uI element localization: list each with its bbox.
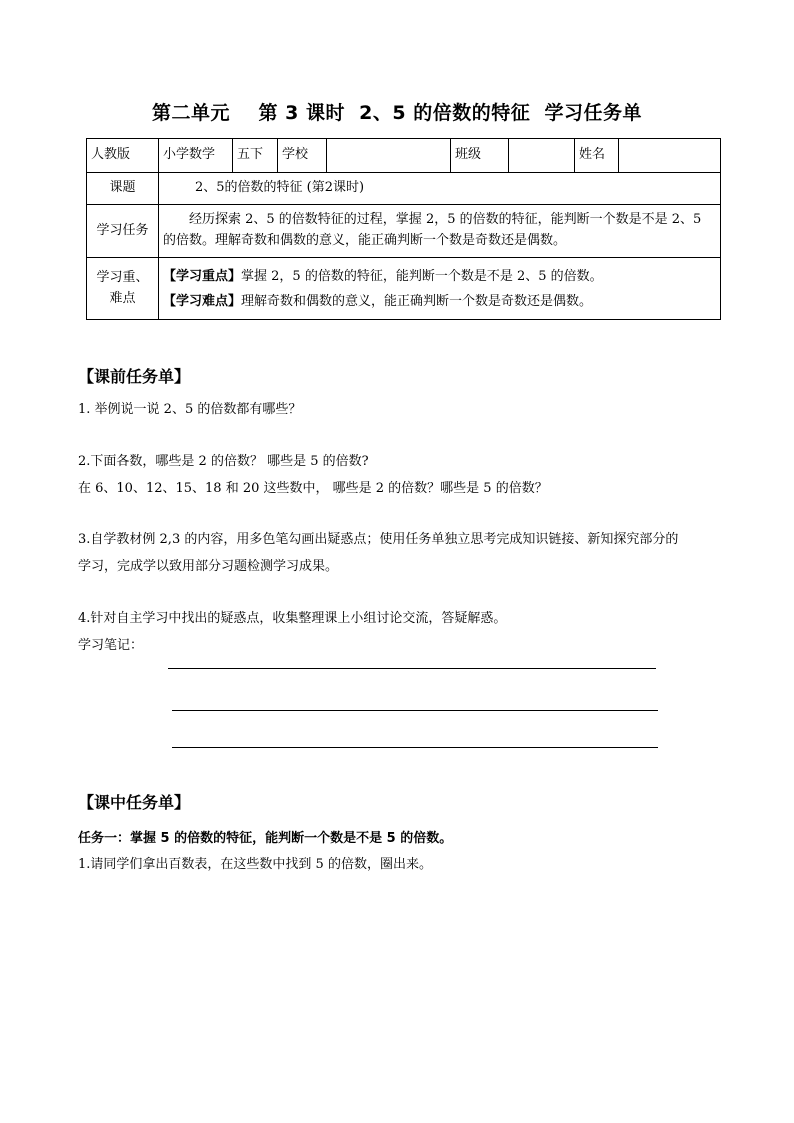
class-label: 班级 (451, 139, 509, 173)
class-field[interactable] (509, 139, 575, 173)
difficulty-tag: 【学习难点】 (163, 293, 242, 309)
school-field[interactable] (327, 139, 451, 173)
key-points-label (87, 258, 159, 320)
notes-line-2[interactable] (172, 710, 658, 711)
task-1-title: 任务一：掌握 5 的倍数的特征，能判断一个数是不是 5 的倍数。 (78, 831, 453, 846)
focus-tag: 【学习重点】 (163, 268, 242, 284)
topic-value: 2、5的倍数的特征 (第2课时) (159, 173, 721, 205)
key-points-label-line2: 难点 (109, 290, 136, 306)
page-title: 第二单元 第 3 课时 2、5 的倍数的特征 学习任务单 (152, 102, 642, 124)
task-1-item-1: 1.请同学们拿出百数表，在这些数中找到 5 的倍数，圈出来。 (78, 857, 432, 872)
notes-label: 学习笔记： (78, 638, 144, 653)
edition-cell: 人教版 (87, 139, 159, 173)
name-label: 姓名 (575, 139, 619, 173)
difficulty-line (163, 289, 716, 314)
pre-class-item-2-line-1: 2.下面各数，哪些是 2 的倍数？ 哪些是 5 的倍数? (78, 454, 369, 469)
lesson-info-table (86, 138, 721, 320)
focus-text: 掌握 2，5 的倍数的特征，能判断一个数是不是 2、5 的倍数。 (241, 268, 603, 284)
difficulty-text: 理解奇数和偶数的意义，能正确判断一个数是奇数还是偶数。 (241, 293, 593, 309)
task-label: 学习任务 (87, 205, 159, 258)
pre-class-item-1: 1. 举例说一说 2、5 的倍数都有哪些？ (78, 402, 302, 417)
grade-cell: 五下 (233, 139, 278, 173)
subject-cell: 小学数学 (159, 139, 233, 173)
key-points-label-line1: 学习重、 (96, 269, 149, 285)
name-field[interactable] (619, 139, 721, 173)
pre-class-item-3-line-2: 学习，完成学以致用部分习题检测学习成果。 (78, 559, 339, 574)
pre-class-item-3-line-1: 3.自学教材例 2,3 的内容，用多色笔勾画出疑惑点；使用任务单独立思考完成知识链接、新知探究部分的 (78, 532, 679, 547)
school-label: 学校 (278, 139, 327, 173)
topic-label: 课题 (87, 173, 159, 205)
table-row (87, 173, 721, 205)
pre-class-item-4: 4.针对自主学习中找出的疑惑点，收集整理课上小组讨论交流，答疑解惑。 (78, 611, 507, 626)
table-row (87, 205, 721, 258)
task-value: 经历探索 2、5 的倍数特征的过程，掌握 2，5 的倍数的特征，能判断一个数是不是 2、5 的倍数。理解奇数和偶数的意义，能正确判断一个数是奇数还是偶数。 (159, 205, 721, 258)
pre-class-item-2-line-2: 在 6、10、12、15、18 和 20 这些数中， 哪些是 2 的倍数？哪些是 5 的倍数？ (78, 481, 548, 496)
focus-line (163, 264, 716, 289)
table-row (87, 139, 721, 173)
in-class-heading: 【课中任务单】 (78, 793, 191, 812)
pre-class-heading: 【课前任务单】 (78, 367, 191, 386)
table-row (87, 258, 721, 320)
key-points-value (159, 258, 721, 320)
notes-line-3[interactable] (172, 747, 658, 748)
notes-line-1[interactable] (168, 668, 656, 669)
